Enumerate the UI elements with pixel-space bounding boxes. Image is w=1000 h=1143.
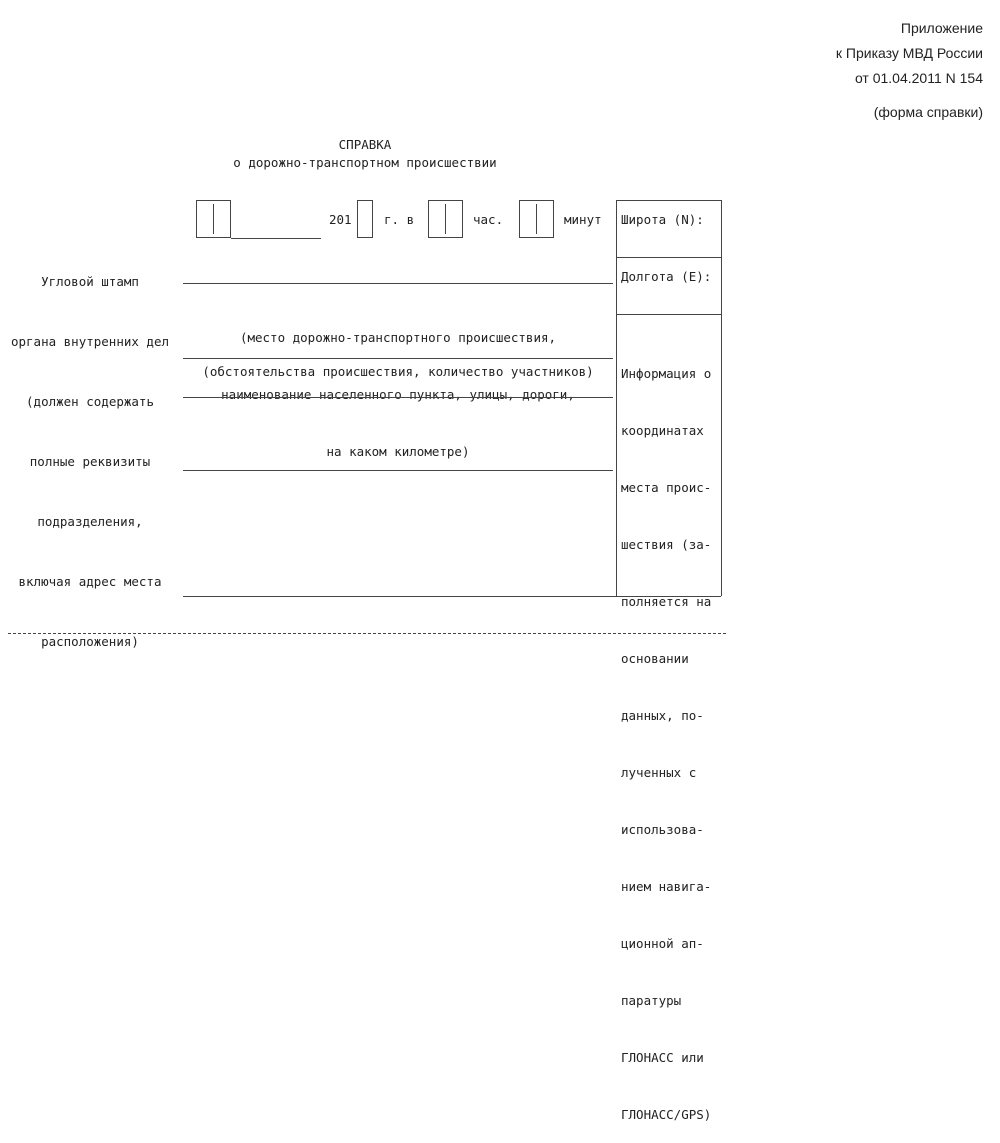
longitude-divider bbox=[616, 314, 722, 315]
coords-info-line: паратуры bbox=[621, 993, 682, 1008]
year-prefix: 201 bbox=[329, 212, 352, 227]
coords-info-line: основании bbox=[621, 651, 689, 666]
coords-info-line: ционной ап- bbox=[621, 936, 704, 951]
day-field-divider bbox=[213, 204, 214, 234]
place-caption-line: (место дорожно-транспортного происшествия, bbox=[239, 330, 557, 345]
year-digit-field[interactable] bbox=[357, 200, 373, 238]
stamp-line: включая адрес места bbox=[18, 574, 162, 589]
latitude-label: Широта (N): bbox=[621, 212, 704, 227]
coords-info-line: данных, по- bbox=[621, 708, 704, 723]
circumstances-extra-line[interactable] bbox=[183, 397, 613, 398]
coords-info-line: нием навига- bbox=[621, 879, 712, 894]
coords-info-line: использова- bbox=[621, 822, 704, 837]
coords-info-line: Информация о bbox=[621, 366, 712, 381]
form-label: (форма справки) bbox=[873, 104, 983, 120]
coords-info-line: лученных с bbox=[621, 765, 697, 780]
appendix-label: Приложение bbox=[900, 20, 983, 36]
document-title: СПРАВКА bbox=[338, 137, 392, 152]
order-date: от 01.04.2011 N 154 bbox=[854, 70, 983, 86]
minute-field-divider bbox=[536, 204, 537, 234]
coords-info-line: шествия (за- bbox=[621, 537, 712, 552]
place-caption-line: на каком километре) bbox=[326, 444, 470, 459]
stamp-line: полные реквизиты bbox=[29, 454, 151, 469]
stamp-line: Угловой штамп bbox=[41, 274, 139, 289]
circumstances-input-line[interactable] bbox=[183, 358, 613, 359]
coords-info-line: полняется на bbox=[621, 594, 712, 609]
month-field-line[interactable] bbox=[231, 238, 321, 239]
coords-info-line: координатах bbox=[621, 423, 704, 438]
coords-info-line: ГЛОНАСС/GPS) bbox=[621, 1107, 712, 1122]
coords-box-top-border bbox=[616, 200, 722, 201]
latitude-divider bbox=[616, 257, 722, 258]
hour-field-divider bbox=[445, 204, 446, 234]
minutes-label: минут bbox=[564, 212, 602, 227]
circumstances-extra-line[interactable] bbox=[183, 470, 613, 471]
place-caption bbox=[183, 290, 613, 480]
coords-box-right-border bbox=[721, 200, 722, 596]
place-caption-line: наименование населенного пункта, улицы, дороги, bbox=[221, 387, 575, 402]
coords-box-left-border bbox=[616, 200, 617, 596]
place-input-line[interactable] bbox=[183, 283, 613, 284]
coords-info-line: места проис- bbox=[621, 480, 712, 495]
year-suffix: г. в bbox=[384, 212, 415, 227]
corner-stamp-note bbox=[0, 232, 180, 672]
coords-info-line: ГЛОНАСС или bbox=[621, 1050, 704, 1065]
stamp-line: подразделения, bbox=[37, 514, 143, 529]
coords-info-note bbox=[621, 326, 711, 1143]
circumstances-caption: (обстоятельства происшествия, количество участников) bbox=[202, 364, 594, 379]
cut-line bbox=[8, 633, 726, 634]
longitude-label: Долгота (E): bbox=[621, 269, 712, 284]
stamp-line: расположения) bbox=[41, 634, 139, 649]
hours-label: час. bbox=[473, 212, 504, 227]
order-reference: к Приказу МВД России bbox=[835, 45, 983, 61]
stamp-line: (должен содержать bbox=[26, 394, 154, 409]
document-subtitle: о дорожно-транспортном происшествии bbox=[233, 155, 497, 170]
stamp-line: органа внутренних дел bbox=[10, 334, 170, 349]
